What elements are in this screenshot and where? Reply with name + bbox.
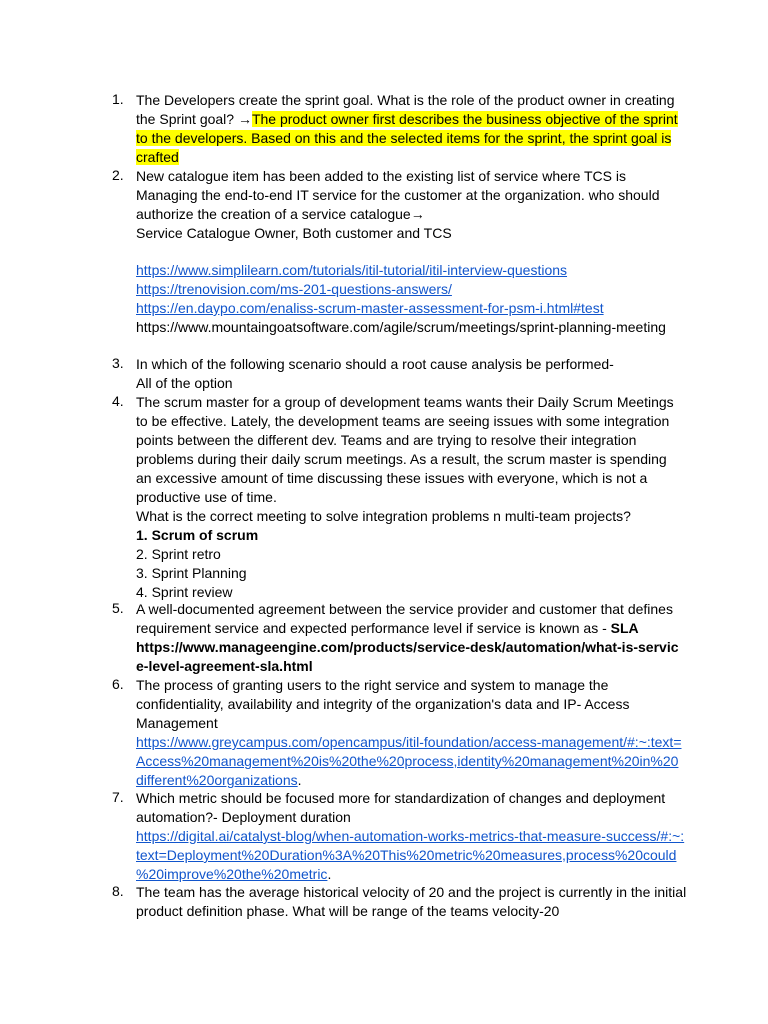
reference-link[interactable]: https://trenovision.com/ms-201-questions-answers/ xyxy=(136,281,452,297)
text-line: product definition phase. What will be range of the teams velocity-20 xyxy=(136,903,560,919)
text-line xyxy=(136,148,682,167)
highlighted-answer: to the developers. Based on this and the selected items for the sprint, the sprint goal is xyxy=(136,130,672,146)
reference-link[interactable]: https://www.greycampus.com/opencampus/itil-foundation/access-management/#:~:text= xyxy=(136,734,682,750)
text-line: New catalogue item has been added to the existing list of service where TCS is xyxy=(136,168,626,184)
item-number: 2. xyxy=(112,167,124,183)
period: . xyxy=(327,866,332,882)
item-body xyxy=(136,355,682,393)
text-line: problems during their daily scrum meetings. As a result, the scrum master is spending xyxy=(136,451,667,467)
reference-link[interactable]: Access%20management%20is%20the%20process,identity%20management%20in%20 xyxy=(136,753,679,769)
item-body xyxy=(136,883,687,921)
item-body xyxy=(136,676,682,790)
text-line: Management xyxy=(136,715,218,731)
text-line: In which of the following scenario should a root cause analysis be performed- xyxy=(136,356,614,372)
text-line: The scrum master for a group of development teams wants their Daily Scrum Meetings xyxy=(136,394,674,410)
text-line: an excessive amount of time discussing these issues with everyone, which is not a xyxy=(136,470,648,486)
text-line: authorize the creation of a service catalogue→ xyxy=(136,206,425,222)
text-line: The process of granting users to the right service and system to manage the xyxy=(136,677,609,693)
item-body xyxy=(136,789,685,884)
text-line: Which metric should be focused more for standardization of changes and deployment xyxy=(136,790,666,806)
period: . xyxy=(297,772,302,788)
item-number: 1. xyxy=(112,91,124,107)
item-number: 3. xyxy=(112,355,124,371)
answer-option-correct: 1. Scrum of scrum xyxy=(136,527,259,543)
reference-link[interactable]: text=Deployment%20Duration%3A%20This%20metric%20measures,process%20could xyxy=(136,847,677,863)
bold-url: e-level-agreement-sla.html xyxy=(136,658,313,674)
text-line: Service Catalogue Owner, Both customer and TCS xyxy=(136,225,452,241)
reference-link[interactable]: https://en.daypo.com/enaliss-scrum-master-assessment-for-psm-i.html#test xyxy=(136,300,604,316)
reference-link[interactable]: %20improve%20the%20metric xyxy=(136,866,328,882)
reference-link[interactable]: https://www.simplilearn.com/tutorials/itil-tutorial/itil-interview-questions xyxy=(136,262,568,278)
answer-option: 3. Sprint Planning xyxy=(136,565,247,581)
item-body xyxy=(136,393,682,602)
item-number: 5. xyxy=(112,600,124,616)
answer-sla: SLA xyxy=(610,620,639,636)
text-line: points between the different dev. Teams and are trying to resolve their integration xyxy=(136,432,637,448)
bold-url: https://www.manageengine.com/products/service-desk/automation/what-is-servic xyxy=(136,639,679,655)
highlighted-answer: The product owner first describes the business objective of the sprint xyxy=(251,111,678,127)
item-number: 7. xyxy=(112,789,124,805)
reference-text: https://www.mountaingoatsoftware.com/agile/scrum/meetings/sprint-planning-meeting xyxy=(136,319,666,335)
highlighted-answer: crafted xyxy=(136,149,179,165)
reference-links xyxy=(136,261,696,337)
text-line: productive use of time. xyxy=(136,489,277,505)
text-span: requirement service and expected performance level if service is known as - xyxy=(136,620,611,636)
text-line xyxy=(136,129,682,148)
text-line: All of the option xyxy=(136,375,233,391)
answer-option: 4. Sprint review xyxy=(136,584,233,600)
reference-link[interactable]: https://digital.ai/catalyst-blog/when-automation-works-metrics-that-measure-success/#:~: xyxy=(136,828,685,844)
text-line: automation?- Deployment duration xyxy=(136,809,351,825)
text-line: A well-documented agreement between the service provider and customer that defines xyxy=(136,601,673,617)
text-line: confidentiality, availability and integrity of the organization's data and IP- Access xyxy=(136,696,630,712)
text-line xyxy=(136,110,682,129)
text-span: the Sprint goal? → xyxy=(136,111,252,127)
text-line: Managing the end-to-end IT service for the customer at the organization. who should xyxy=(136,187,660,203)
reference-link[interactable]: different%20organizations xyxy=(136,772,298,788)
item-body xyxy=(136,167,682,243)
text-line xyxy=(136,619,682,638)
text-line: to be effective. Lately, the development teams are seeing issues with some integration xyxy=(136,413,670,429)
item-body xyxy=(136,91,682,167)
text-line: The Developers create the sprint goal. What is the role of the product owner in creating xyxy=(136,92,675,108)
item-number: 4. xyxy=(112,393,124,409)
item-number: 8. xyxy=(112,883,124,899)
item-body xyxy=(136,600,682,676)
answer-option: 2. Sprint retro xyxy=(136,546,221,562)
item-number: 6. xyxy=(112,676,124,692)
text-line: The team has the average historical velocity of 20 and the project is currently in the initial xyxy=(136,884,687,900)
text-line: What is the correct meeting to solve integration problems n multi-team projects? xyxy=(136,508,631,524)
